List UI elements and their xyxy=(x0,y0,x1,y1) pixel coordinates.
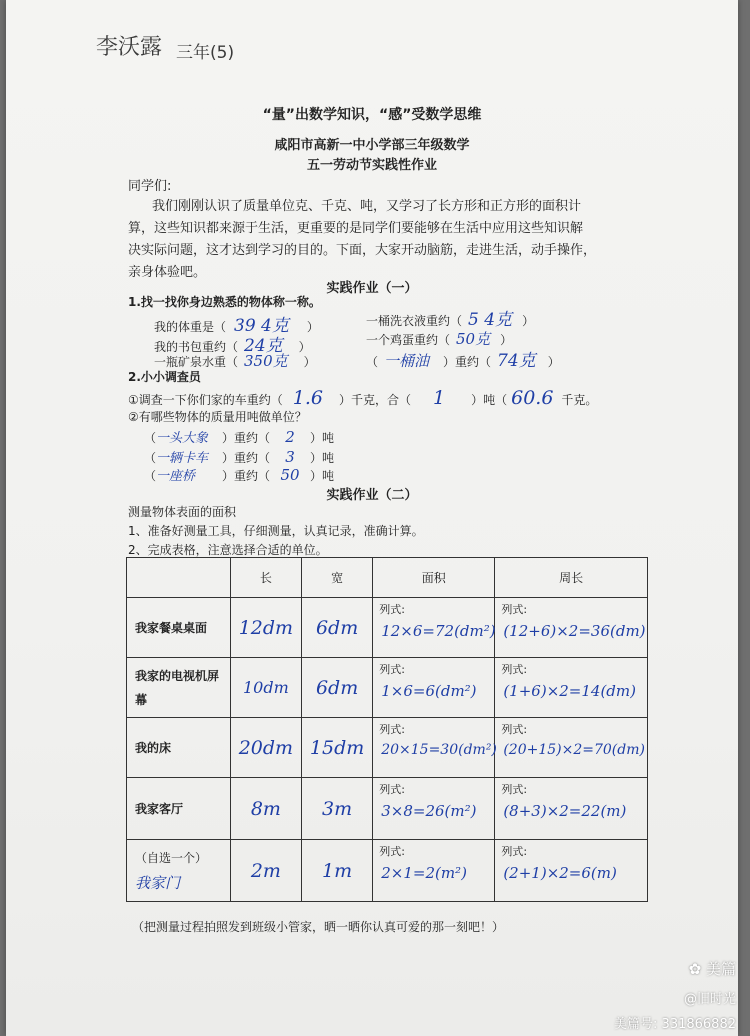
part2-heading: 实践作业（二） xyxy=(326,488,418,503)
watermark-id: 美篇号: 331866882 xyxy=(614,1017,736,1032)
watermark-author: @旧时光 xyxy=(683,992,736,1007)
area-cell: 列式: 1×6=6(dm²) xyxy=(373,658,495,718)
weight-item: 一个鸡蛋重约（ 50克 ） xyxy=(366,330,513,348)
table-header: 面积 xyxy=(373,558,495,598)
part2-subtitle: 测量物体表面的面积 xyxy=(128,505,237,519)
weight-item: 一桶洗衣液重约（ 5 4克 ） xyxy=(366,310,535,330)
weight-item: 我的体重是（ 39 4克 ） xyxy=(154,316,319,336)
intro-line: 亲身体验吧。 xyxy=(128,265,207,280)
table-row xyxy=(127,598,648,658)
slogan: “量”出数学知识，“感”受数学思维 xyxy=(262,107,482,123)
area-cell: 列式: 2×1=2(m²) xyxy=(373,840,495,902)
length-cell: 20dm xyxy=(230,718,301,778)
question-1: 1.找一找你身边熟悉的物体称一称。 xyxy=(128,295,321,309)
width-cell: 6dm xyxy=(302,598,373,658)
perimeter-cell: 列式: (1+6)×2=14(dm) xyxy=(495,658,648,718)
table-row xyxy=(127,718,648,778)
intro-line: 决实际问题，这才达到学习的目的。下面，大家开动脑筋，走进生活，动手操作， xyxy=(128,243,597,258)
intro-line: 我们刚刚认识了质量单位克、千克、吨，又学习了长方形和正方形的面积计 xyxy=(152,199,582,214)
part2-step: 1、准备好测量工具，仔细测量，认真记录，准确计算。 xyxy=(128,524,424,538)
row-item: 我家的电视机屏幕 xyxy=(127,658,231,718)
table-row xyxy=(127,658,648,718)
perimeter-cell: 列式: (2+1)×2=6(m) xyxy=(495,840,648,902)
length-cell: 2m xyxy=(230,840,301,902)
student-name: 李沃露 xyxy=(96,35,163,60)
worksheet-paper xyxy=(6,0,738,1036)
watermark-brand: ✿ 美篇 xyxy=(688,960,736,978)
tons-question: ②有哪些物体的质量用吨做单位？ xyxy=(128,410,307,424)
area-cell: 列式: 12×6=72(dm²) xyxy=(373,598,495,658)
school-name: 咸阳市高新一中小学部三年级数学 xyxy=(274,138,470,153)
length-cell: 12dm xyxy=(230,598,301,658)
row-item: 我的床 xyxy=(127,718,231,778)
measurement-table xyxy=(126,557,648,902)
table-header: 宽 xyxy=(302,558,373,598)
intro-line: 算，这些知识都来源于生活，更重要的是同学们要能够在生活中应用这些知识解 xyxy=(128,221,584,236)
width-cell: 3m xyxy=(302,778,373,840)
meipian-logo-icon: ✿ xyxy=(688,960,702,978)
student-class: 三年(5) xyxy=(176,43,235,63)
question-2: 2.小小调查员 xyxy=(128,370,201,384)
table-row xyxy=(127,840,648,902)
table-header-row xyxy=(127,558,648,598)
worksheet-title: 五一劳动节实践性作业 xyxy=(306,158,437,173)
width-cell: 15dm xyxy=(302,718,373,778)
footer-note: （把测量过程拍照发到班级小管家，晒一晒你认真可爱的那一刻吧！） xyxy=(132,920,505,934)
row-item: 我家客厅 xyxy=(127,778,231,840)
table-header xyxy=(127,558,231,598)
row-item: 我家餐桌桌面 xyxy=(127,598,231,658)
table-header: 长 xyxy=(230,558,301,598)
perimeter-cell: 列式: (8+3)×2=22(m) xyxy=(495,778,648,840)
width-cell: 1m xyxy=(302,840,373,902)
ton-item: （一辆卡车 ）重约（ 3 ）吨 xyxy=(144,448,335,466)
weight-item: （ 一桶油 ）重约（ 74克 ） xyxy=(366,351,560,371)
length-cell: 8m xyxy=(230,778,301,840)
table-header: 周长 xyxy=(495,558,648,598)
area-cell: 列式: 3×8=26(m²) xyxy=(373,778,495,840)
area-cell: 列式: 20×15=30(dm²) xyxy=(373,718,495,778)
car-weight-question: ①调查一下你们家的车重约（ 1.6 ）千克，合（ 1 ）吨（ 60.6 千克。 xyxy=(128,387,598,409)
greeting: 同学们: xyxy=(128,179,172,194)
width-cell: 6dm xyxy=(302,658,373,718)
row-item: （自选一个） 我家门 xyxy=(127,840,231,902)
weight-item: 一瓶矿泉水重（ 350克 ） xyxy=(154,352,316,370)
ton-item: （一座桥 ）重约（ 50 ）吨 xyxy=(144,466,335,484)
perimeter-cell: 列式: (12+6)×2=36(dm) xyxy=(495,598,648,658)
perimeter-cell: 列式: (20+15)×2=70(dm) xyxy=(495,718,648,778)
weight-item: 我的书包重约（ 24克 ） xyxy=(154,336,311,356)
part2-step: 2、完成表格，注意选择合适的单位。 xyxy=(128,543,328,557)
table-row xyxy=(127,778,648,840)
ton-item: （一头大象 ）重约（ 2 ）吨 xyxy=(144,428,335,446)
part1-heading: 实践作业（一） xyxy=(326,281,418,296)
length-cell: 10dm xyxy=(230,658,301,718)
